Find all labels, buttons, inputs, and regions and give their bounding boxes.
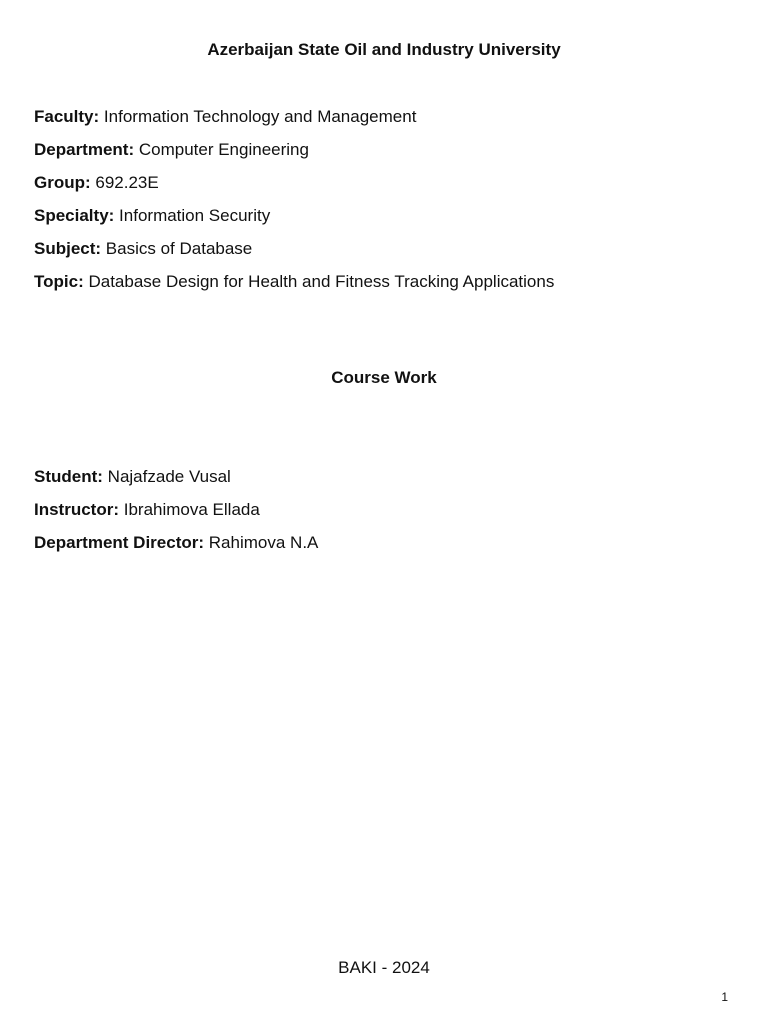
work-type-heading: Course Work (331, 368, 437, 387)
person-instructor (34, 499, 734, 532)
info-faculty (34, 106, 734, 139)
info-value: Information Technology and Management (103, 107, 417, 126)
person-value: Rahimova N.A (208, 533, 319, 552)
info-label: Group: (34, 173, 91, 192)
person-label: Department Director: (34, 533, 205, 552)
place-year: BAKI - 2024 (338, 958, 430, 977)
info-specialty (34, 205, 734, 238)
info-value: Information Security (119, 206, 271, 225)
info-value: Database Design for Health and Fitness Tracking Applications (88, 272, 555, 291)
person-label: Instructor: (34, 500, 119, 519)
university-title: Azerbaijan State Oil and Industry University (207, 40, 561, 59)
person-department-director (34, 532, 734, 565)
info-value: Computer Engineering (138, 140, 309, 159)
info-value: Basics of Database (105, 239, 253, 258)
page-number: 1 (721, 990, 728, 1004)
person-student (34, 466, 734, 499)
person-label: Student: (34, 467, 103, 486)
info-value: 692.23E (95, 173, 159, 192)
info-subject (34, 238, 734, 271)
info-department (34, 139, 734, 172)
info-group (34, 172, 734, 205)
info-label: Specialty: (34, 206, 115, 225)
person-value: Ibrahimova Ellada (123, 500, 260, 519)
info-label: Topic: (34, 272, 84, 291)
info-label: Department: (34, 140, 135, 159)
course-info-list (34, 106, 734, 304)
info-label: Subject: (34, 239, 102, 258)
people-list (34, 466, 734, 565)
info-topic (34, 271, 734, 304)
info-label: Faculty: (34, 107, 100, 126)
person-value: Najafzade Vusal (107, 467, 231, 486)
